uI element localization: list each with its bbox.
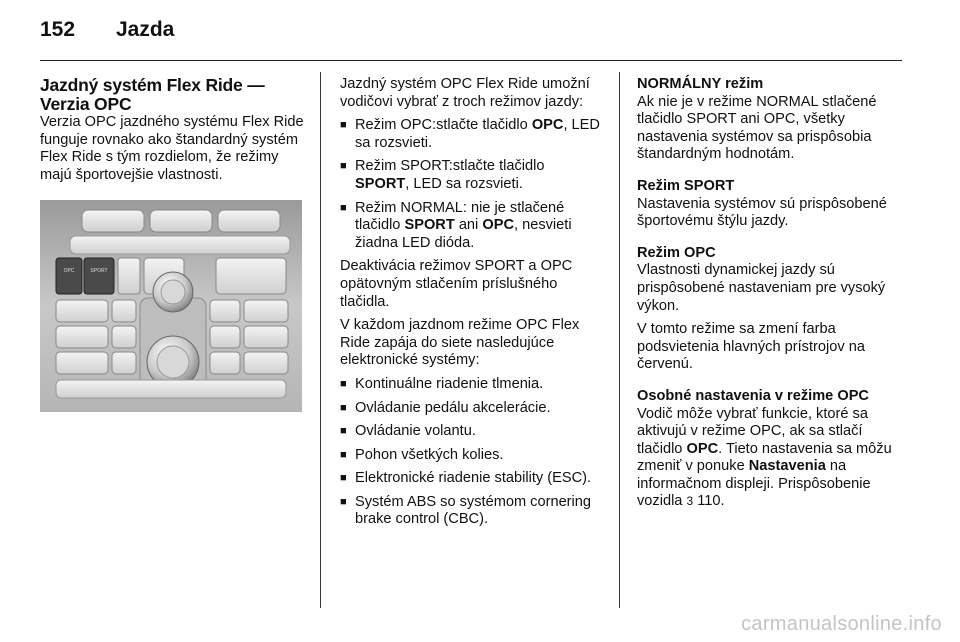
sport-text: Nastavenia systémov sú prispôsobené športovému štýlu jazdy. xyxy=(637,195,887,230)
systems-intro: V každom jazdnom režime OPC Flex Ride zapája do siete nasledujúce elektronické systémy: xyxy=(340,317,580,369)
column-2 xyxy=(340,76,602,535)
column-1 xyxy=(40,76,304,190)
page-ref[interactable]: 110. xyxy=(693,493,725,510)
modes-list xyxy=(340,117,602,252)
list-item: ■ Ovládanie volantu. xyxy=(340,423,602,441)
col2-intro: Jazdný systém OPC Flex Ride umožní vodičovi vybrať z troch režimov jazdy: xyxy=(340,76,590,110)
list-item: ■ Kontinuálne riadenie tlmenia. xyxy=(340,376,602,394)
list-item: ■ Režim SPORT:stlačte tlačidlo SPORT, LED sa rozsvieti. xyxy=(340,158,602,193)
control-panel-photo xyxy=(40,200,302,412)
sport-heading: Režim SPORT xyxy=(637,177,735,194)
opc-text-2: V tomto režime sa zmení farba podsvietenia hlavných prístrojov na červenú. xyxy=(637,321,865,373)
sport-button-graphic xyxy=(84,258,114,294)
watermark: carmanualsonline.info xyxy=(741,613,942,635)
normal-heading: NORMÁLNY režim xyxy=(637,76,764,92)
deactivation-text: Deaktivácia režimov SPORT a OPC opätovným stlačením príslušného tlačidla. xyxy=(340,258,573,310)
page-ref-arrow-icon: 3 xyxy=(686,494,694,509)
opc-heading: Režim OPC xyxy=(637,244,716,261)
column-divider-2 xyxy=(619,72,620,608)
normal-text: Ak nie je v režime NORMAL stlačené tlačidlo SPORT ani OPC, všetky nastavenia systémov sa prispôsobia štandardným hodnotám. xyxy=(637,93,877,163)
opc-button-graphic xyxy=(56,258,82,294)
page-header xyxy=(40,18,174,48)
list-item: ■ Elektronické riadenie stability (ESC). xyxy=(340,470,602,488)
personal-heading: Osobné nastavenia v režime OPC xyxy=(637,387,869,404)
list-item: ■ Pohon všetkých kolies. xyxy=(340,447,602,465)
list-item: ■ Systém ABS so systémom cornering brake control (CBC). xyxy=(340,494,602,529)
sport-button-label: SPORT xyxy=(90,268,108,274)
list-item: ■ Režim NORMAL: nie je stlačené tlačidlo SPORT ani OPC, nesvieti žiadna LED dióda. xyxy=(340,200,602,253)
header-rule xyxy=(40,60,902,61)
page-number: 152 xyxy=(40,18,76,41)
list-item: ■ Ovládanie pedálu akcelerácie. xyxy=(340,400,602,418)
list-item: ■ Režim OPC:stlačte tlačidlo OPC, LED sa rozsvieti. xyxy=(340,117,602,152)
systems-list xyxy=(340,376,602,529)
personal-text: Vodič môže vybrať funkcie, ktoré sa aktivujú v režime OPC, ak sa stlačí tlačidlo OPC. Tieto nastavenia sa môžu zmeniť v ponuke Nastavenia na informačnom displeji. Prispôsobenie vozidla 3 110. xyxy=(637,405,892,510)
column-3 xyxy=(637,76,905,517)
article-title: Jazdný systém Flex Ride — Verzia OPC xyxy=(40,75,265,114)
section-title: Jazda xyxy=(116,18,175,41)
column-divider-1 xyxy=(320,72,321,608)
opc-text: Vlastnosti dynamickej jazdy sú prispôsobené nastaveniam pre vysoký výkon. xyxy=(637,262,886,314)
opc-button-label: OPC xyxy=(63,268,75,274)
article-intro: Verzia OPC jazdného systému Flex Ride funguje rovnako ako štandardný systém Flex Ride s tým rozdielom, že režimy majú športovejšie vlastnosti. xyxy=(40,114,304,183)
